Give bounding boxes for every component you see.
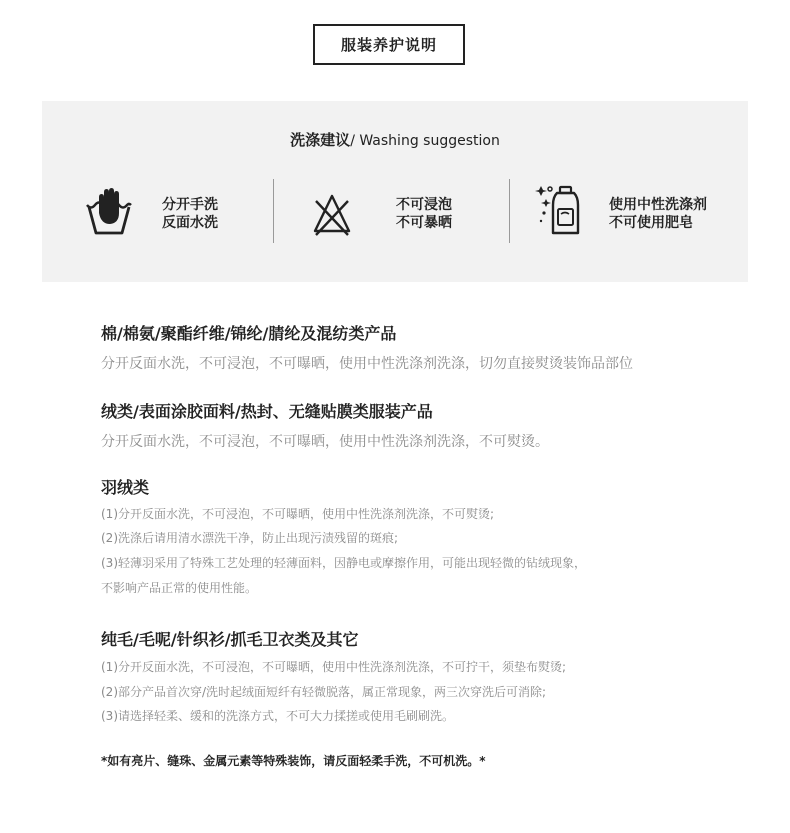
section-cotton-title: 棉/棉氨/聚酯纤维/锦纶/腈纶及混纺类产品 — [101, 324, 397, 343]
washing-suggestion-panel — [42, 101, 748, 282]
washing-heading — [42, 129, 748, 150]
section-cotton-desc: 分开反面水洗，不可浸泡，不可曝晒，使用中性洗涤剂洗涤，切勿直接熨烫装饰品部位 — [101, 356, 633, 372]
divider-1 — [273, 179, 274, 243]
detergent-bottle-icon — [534, 181, 586, 237]
section-down-line-4: 不影响产品正常的使用性能。 — [101, 581, 258, 595]
page-title: 服装养护说明 — [313, 24, 465, 65]
detergent-label: 使用中性洗涤剂 不可使用肥皂 — [609, 197, 707, 231]
hand-wash-icon — [85, 183, 133, 239]
no-soak-label: 不可浸泡 不可暴晒 — [396, 197, 452, 231]
divider-2 — [509, 179, 510, 243]
washing-heading-en: Washing suggestion — [359, 133, 500, 149]
footnote: *如有亮片、缝珠、金属元素等特殊装饰，请反面轻柔手洗，不可机洗。* — [101, 754, 486, 768]
section-down-line-3: (3)轻薄羽采用了特殊工艺处理的轻薄面料，因静电或摩擦作用，可能出现轻微的钻绒现象， — [101, 556, 587, 570]
section-wool-title: 纯毛/毛呢/针织衫/抓毛卫衣类及其它 — [101, 630, 359, 649]
section-wool-line-3: (3)请选择轻柔、缓和的洗涤方式，不可大力揉搓或使用毛刷刷洗。 — [101, 709, 455, 723]
hand-wash-label: 分开手洗 反面水洗 — [162, 197, 218, 231]
section-velvet-title: 绒类/表面涂胶面料/热封、无缝贴膜类服装产品 — [101, 402, 433, 421]
washing-heading-cn: 洗涤建议 — [290, 131, 351, 149]
washing-heading-separator: / — [350, 133, 360, 149]
section-down-title: 羽绒类 — [101, 478, 150, 497]
section-down-line-2: (2)洗涤后请用清水漂洗干净，防止出现污渍残留的斑痕; — [101, 531, 399, 545]
section-wool-line-1: (1)分开反面水洗，不可浸泡，不可曝晒，使用中性洗涤剂洗涤，不可拧干，须垫布熨烫; — [101, 660, 567, 674]
section-down-line-1: (1)分开反面水洗，不可浸泡，不可曝晒，使用中性洗涤剂洗涤，不可熨烫; — [101, 507, 495, 521]
no-soak-icon — [312, 193, 352, 237]
section-velvet-desc: 分开反面水洗，不可浸泡，不可曝晒，使用中性洗涤剂洗涤，不可熨烫。 — [101, 434, 549, 450]
section-wool-line-2: (2)部分产品首次穿/洗时起绒面短纤有轻微脱落，属正常现象，两三次穿洗后可消除; — [101, 685, 547, 699]
